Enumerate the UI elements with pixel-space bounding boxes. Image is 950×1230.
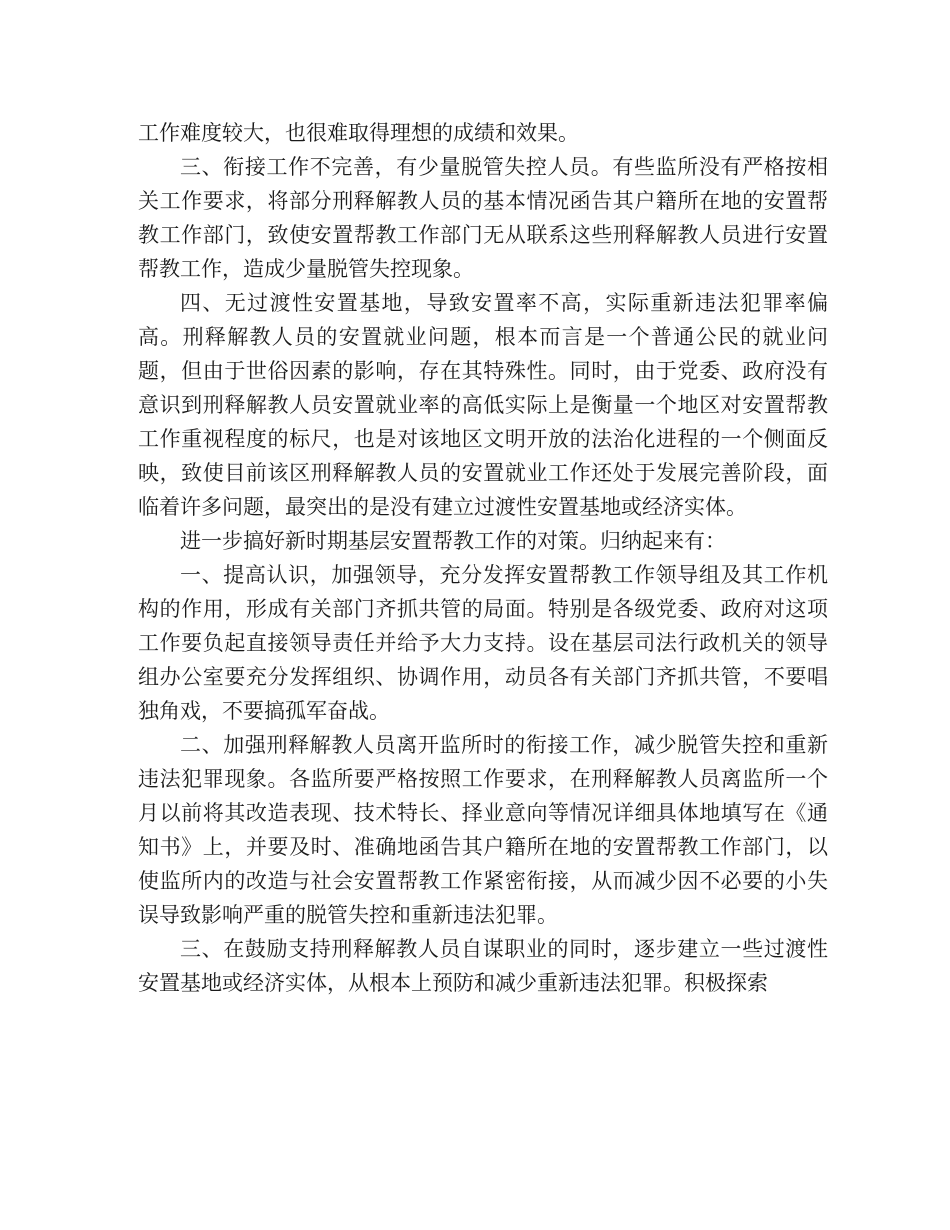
paragraph-measure-three: 三、在鼓励支持刑释解教人员自谋职业的同时，逐步建立一些过渡性安置基地或经济实体，从根本上预防和减少重新违法犯罪。积极探索 bbox=[138, 937, 828, 995]
paragraph-measure-two: 二、加强刑释解教人员离开监所时的衔接工作，减少脱管失控和重新违法犯罪现象。各监所要严格按照工作要求，在刑释解教人员离监所一个月以前将其改造表现、技术特长、择业意向等情况详细具体地填写在《通知书》上，并要及时、准确地函告其户籍所在地的安置帮教工作部门，以使监所内的改造与社会安置帮教工作紧密衔接，从而减少因不必要的小失误导致影响严重的脱管失控和重新违法犯罪。 bbox=[138, 733, 828, 927]
paragraph-point-four-issue: 四、无过渡性安置基地，导致安置率不高，实际重新违法犯罪率偏高。刑释解教人员的安置就业问题，根本而言是一个普通公民的就业问题，但由于世俗因素的影响，存在其特殊性。同时，由于党委、政府没有意识到刑释解教人员安置就业率的高低实际上是衡量一个地区对安置帮教工作重视程度的标尺，也是对该地区文明开放的法治化进程的一个侧面反映，致使目前该区刑释解教人员的安置就业工作还处于发展完善阶段，面临着许多问题，最突出的是没有建立过渡性安置基地或经济实体。 bbox=[138, 291, 828, 519]
paragraph-continuation: 工作难度较大，也很难取得理想的成绩和效果。 bbox=[138, 121, 579, 145]
paragraph-point-three-issue: 三、衔接工作不完善，有少量脱管失控人员。有些监所没有严格按相关工作要求，将部分刑释解教人员的基本情况函告其户籍所在地的安置帮教工作部门，致使安置帮教工作部门无从联系这些刑释解教人员进行安置帮教工作，造成少量脱管失控现象。 bbox=[138, 155, 828, 281]
paragraph-measure-one: 一、提高认识，加强领导，充分发挥安置帮教工作领导组及其工作机构的作用，形成有关部门齐抓共管的局面。特别是各级党委、政府对这项工作要负起直接领导责任并给予大力支持。设在基层司法行政机关的领导组办公室要充分发挥组织、协调作用，动员各有关部门齐抓共管，不要唱独角戏，不要搞孤军奋战。 bbox=[138, 563, 828, 723]
paragraph-countermeasures-intro: 进一步搞好新时期基层安置帮教工作的对策。归纳起来有： bbox=[180, 529, 726, 553]
document-body bbox=[138, 116, 828, 1000]
